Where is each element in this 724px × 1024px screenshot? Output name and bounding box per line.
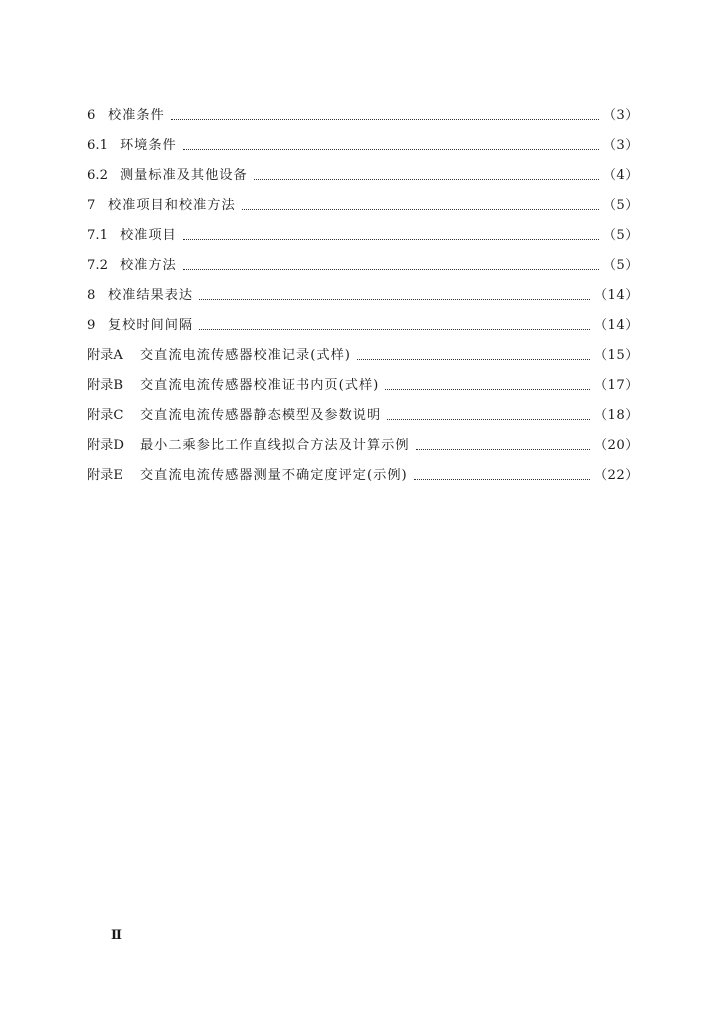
dot-leader [183,269,599,270]
toc-entry-title: 交直流电流传感器静态模型及参数说明 [140,408,382,423]
toc-entry-title: 最小二乘参比工作直线拟合方法及计算示例 [140,438,410,453]
toc-entry-6-2[interactable] [87,161,639,191]
toc-entry-page: （14） [593,288,639,303]
toc-entry-appendix-e[interactable] [87,461,639,491]
toc-entry-6-1[interactable] [87,131,639,161]
page-number: Ⅱ [111,928,122,943]
toc-entry-8[interactable] [87,281,639,311]
table-of-contents [87,101,639,491]
toc-entry-number: 7.1 [87,228,108,243]
toc-entry-page: （5） [602,258,639,273]
toc-entry-title: 校准条件 [108,108,165,123]
toc-entry-page: （18） [593,408,639,423]
toc-entry-number: 7 [87,198,96,213]
dot-leader [414,479,590,480]
toc-entry-number: 9 [87,318,96,333]
toc-entry-7-1[interactable] [87,221,639,251]
toc-entry-page: （4） [602,168,639,183]
toc-entry-title: 交直流电流传感器校准证书内页(式样) [140,378,380,393]
dot-leader [387,419,590,420]
toc-entry-number: 附录A [87,348,123,363]
toc-entry-9[interactable] [87,311,639,341]
dot-leader [183,239,599,240]
toc-entry-number: 6.2 [87,168,108,183]
dot-leader [416,449,590,450]
toc-entry-number: 8 [87,288,96,303]
dot-leader [199,329,590,330]
toc-entry-number: 6.1 [87,138,108,153]
toc-entry-page: （5） [602,198,639,213]
toc-entry-number: 附录B [87,378,124,393]
dot-leader [254,179,599,180]
toc-entry-number: 7.2 [87,258,108,273]
toc-entry-number: 6 [87,108,96,123]
toc-entry-page: （14） [593,318,639,333]
toc-entry-page: （22） [593,468,639,483]
toc-entry-appendix-c[interactable] [87,401,639,431]
toc-entry-6[interactable] [87,101,639,131]
toc-entry-title: 复校时间间隔 [108,318,194,333]
dot-leader [242,209,599,210]
toc-entry-page: （15） [593,348,639,363]
dot-leader [385,389,590,390]
toc-entry-appendix-d[interactable] [87,431,639,461]
dot-leader [183,149,599,150]
toc-entry-page: （20） [593,438,639,453]
dot-leader [171,119,599,120]
toc-entry-title: 交直流电流传感器测量不确定度评定(示例) [140,468,408,483]
toc-entry-title: 校准方法 [120,258,177,273]
toc-entry-page: （5） [602,228,639,243]
toc-entry-title: 测量标准及其他设备 [120,168,248,183]
toc-entry-7[interactable] [87,191,639,221]
toc-entry-page: （3） [602,108,639,123]
toc-entry-title: 校准结果表达 [108,288,194,303]
toc-entry-title: 交直流电流传感器校准记录(式样) [140,348,351,363]
toc-entry-number: 附录D [87,438,124,453]
toc-entry-title: 校准项目和校准方法 [108,198,236,213]
toc-entry-page: （17） [593,378,639,393]
toc-entry-number: 附录E [87,468,124,483]
toc-entry-title: 校准项目 [120,228,177,243]
toc-entry-number: 附录C [87,408,124,423]
toc-entry-title: 环境条件 [120,138,177,153]
toc-entry-appendix-b[interactable] [87,371,639,401]
dot-leader [357,359,590,360]
toc-entry-page: （3） [602,138,639,153]
toc-entry-appendix-a[interactable] [87,341,639,371]
toc-entry-7-2[interactable] [87,251,639,281]
dot-leader [199,299,590,300]
